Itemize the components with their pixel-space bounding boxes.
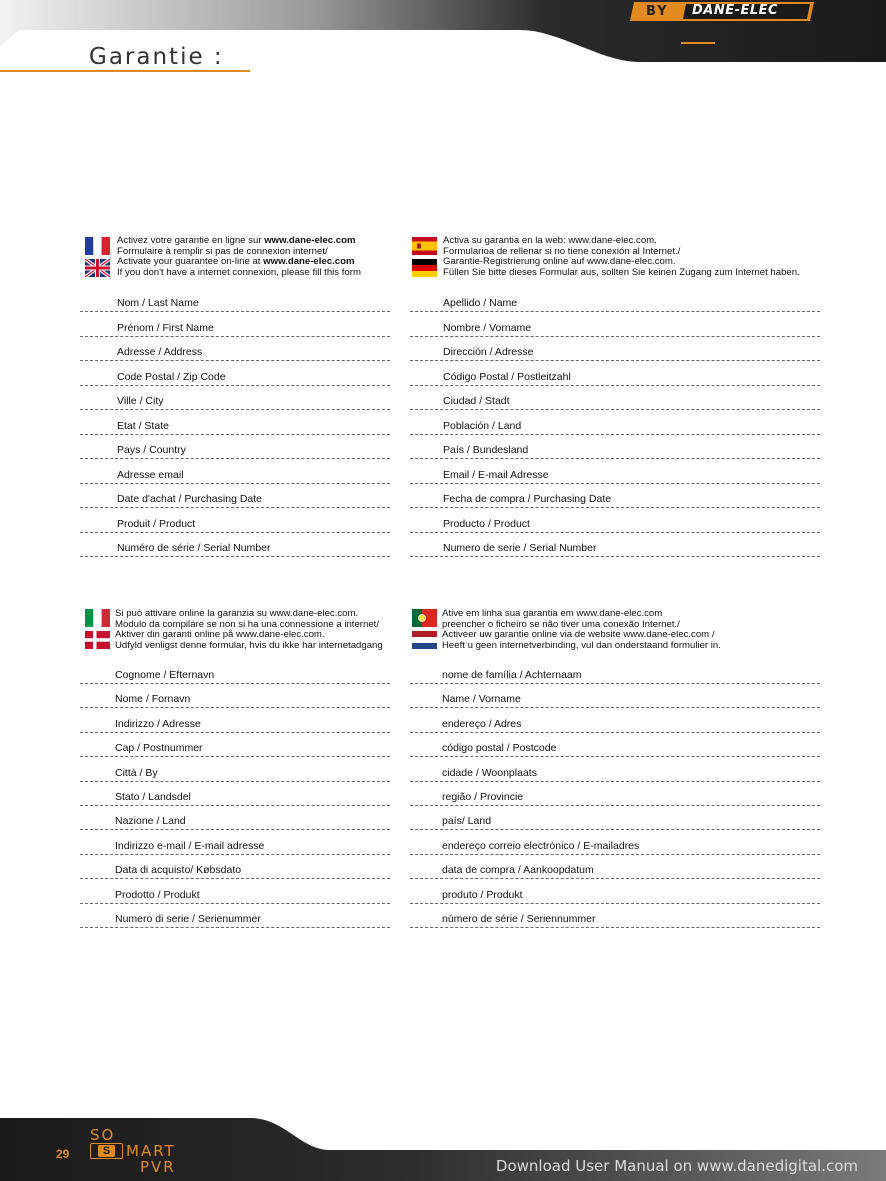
field-label: endereço / Adres <box>442 717 522 730</box>
intro-text-pt-nl <box>442 609 721 651</box>
field-input-line[interactable] <box>410 532 820 533</box>
field-input-line[interactable] <box>80 781 390 782</box>
field-label: Indirizzo e-mail / E-mail adresse <box>115 839 265 852</box>
intro-line: Modulo da compilare se non si ha una connessione a internet/ <box>115 618 379 630</box>
field-input-line[interactable] <box>410 781 820 782</box>
field-input-line[interactable] <box>80 854 390 855</box>
field-input-line[interactable] <box>410 434 820 435</box>
netherlands-flag-icon <box>412 631 437 649</box>
field-label: Prodotto / Produkt <box>115 888 200 901</box>
field-input-line[interactable] <box>410 483 820 484</box>
field-label: número de série / Seriennummer <box>442 913 596 925</box>
field-label: Numéro de série / Serial Number <box>117 542 271 554</box>
intro-line: Activez votre garantie en ligne sur www.dane-elec.com <box>117 235 356 246</box>
field-input-line[interactable] <box>80 829 390 830</box>
field-input-line[interactable] <box>80 707 390 708</box>
field-input-line[interactable] <box>80 409 390 410</box>
field-label: Città / By <box>115 766 158 779</box>
download-manual-link[interactable]: Download User Manual on www.danedigital.com <box>495 1157 858 1175</box>
field-label: Código Postal / Postleitzahl <box>443 370 571 383</box>
intro-line: Si può attivare online la garanzia su www.dane-elec.com. <box>115 608 359 619</box>
intro-line: Garantie-Registrierung online auf www.dane-elec.com. <box>443 256 676 268</box>
intro-line: Heeft u geen internetverbinding, vul dan onderstaand formulier in. <box>442 639 721 651</box>
logo-line-pvr: PVR <box>140 1158 176 1176</box>
field-input-line[interactable] <box>80 385 390 386</box>
field-input-line[interactable] <box>410 854 820 855</box>
field-label: Pays / Country <box>117 444 186 456</box>
germany-flag-icon <box>412 259 437 277</box>
intro-text-es-de <box>443 236 800 278</box>
field-label: data de compra / Aankoopdatum <box>442 864 594 877</box>
field-input-line[interactable] <box>80 434 390 435</box>
field-input-line[interactable] <box>80 336 390 337</box>
header-accent-rule <box>681 42 715 44</box>
logo-badge <box>90 1143 123 1159</box>
portugal-flag-icon <box>412 609 437 627</box>
field-input-line[interactable] <box>410 336 820 337</box>
field-input-line[interactable] <box>410 732 820 733</box>
intro-line: Activa su garantia en la web: www.dane-elec.com. <box>443 235 657 246</box>
field-input-line[interactable] <box>80 903 390 904</box>
logo-line-so: SO <box>90 1126 116 1144</box>
field-label: Ciudad / Stadt <box>443 395 510 407</box>
italy-flag-icon <box>85 609 110 627</box>
field-label: Adresse email <box>117 468 184 481</box>
field-label: Numero de serie / Serial Number <box>443 542 597 554</box>
field-label: Etat / State <box>117 419 169 432</box>
field-label: Producto / Product <box>443 517 530 530</box>
intro-line: Formularioa de rellenar si no tiene conexión al Internet./ <box>443 245 681 257</box>
field-input-line[interactable] <box>80 683 390 684</box>
field-input-line[interactable] <box>410 556 820 557</box>
field-label: Name / Vorname <box>442 693 521 706</box>
field-input-line[interactable] <box>410 756 820 757</box>
website-link[interactable]: www.dane-elec.com <box>263 256 355 268</box>
title-underline <box>0 70 250 72</box>
field-input-line[interactable] <box>80 805 390 806</box>
website-link[interactable]: www.dane-elec.com <box>264 235 356 246</box>
field-input-line[interactable] <box>80 878 390 879</box>
field-input-line[interactable] <box>410 409 820 410</box>
field-label: região / Provincie <box>442 791 524 803</box>
field-label: país/ Land <box>442 815 492 828</box>
field-label: Apellido / Name <box>443 297 518 309</box>
brand-by: BY <box>646 4 669 19</box>
field-label: cidade / Woonplaats <box>442 766 537 779</box>
field-input-line[interactable] <box>410 927 820 928</box>
field-input-line[interactable] <box>410 385 820 386</box>
field-label: código postal / Postcode <box>442 742 557 755</box>
field-label: País / Bundesland <box>443 444 529 456</box>
field-label: Ville / City <box>117 395 164 407</box>
intro-line: Füllen Sie bitte dieses Formular aus, sollten Sie keinen Zugang zum Internet haben. <box>443 266 800 278</box>
field-input-line[interactable] <box>80 311 390 312</box>
field-label: nome de família / Achternaam <box>442 669 582 681</box>
field-label: Indirizzo / Adresse <box>115 717 201 730</box>
field-label: Dirección / Adresse <box>443 346 534 358</box>
field-label: produto / Produkt <box>442 888 523 901</box>
field-input-line[interactable] <box>80 927 390 928</box>
field-label: Adresse / Address <box>117 346 203 358</box>
field-label: Nazione / Land <box>115 815 186 828</box>
field-label: Población / Land <box>443 419 522 432</box>
field-label: Nombre / Vorname <box>443 321 532 334</box>
intro-line: Activeer uw garantie online via de website www.dane-elec.com / <box>442 629 715 641</box>
logo-badge-letter: S <box>98 1145 115 1157</box>
field-label: Code Postal / Zip Code <box>117 370 226 383</box>
page-title: Garantie : <box>89 44 224 70</box>
field-label: Email / E-mail Adresse <box>443 468 549 481</box>
field-input-line[interactable] <box>80 756 390 757</box>
field-label: Produit / Product <box>117 517 196 530</box>
field-input-line[interactable] <box>410 311 820 312</box>
field-label: Prénom / First Name <box>117 321 214 334</box>
france-flag-icon <box>85 237 110 255</box>
field-input-line[interactable] <box>80 483 390 484</box>
intro-line: Activate your guarantee on-line at www.dane-elec.com <box>117 256 355 268</box>
logo-line-smart: MART <box>126 1142 176 1160</box>
field-label: Cognome / Efternavn <box>115 669 215 681</box>
field-label: Data di acquisto/ Købsdato <box>115 864 242 877</box>
field-input-line[interactable] <box>410 878 820 879</box>
field-input-line[interactable] <box>80 556 390 557</box>
field-input-line[interactable] <box>410 707 820 708</box>
field-label: Stato / Landsdel <box>115 791 191 803</box>
brand-name: DANE-ELEC <box>692 3 779 18</box>
intro-line: Formulaire à remplir si pas de connexion internet/ <box>117 245 328 257</box>
intro-line: Ative em linha sua garantia em www.dane-elec.com <box>442 608 663 619</box>
field-label: Date d'achat / Purchasing Date <box>117 493 263 505</box>
field-label: Fecha de compra / Purchasing Date <box>443 493 612 505</box>
intro-line: If you don't have a internet connexion, please fill this form <box>117 266 361 278</box>
field-input-line[interactable] <box>80 532 390 533</box>
field-input-line[interactable] <box>410 360 820 361</box>
spain-flag-icon <box>412 237 437 255</box>
field-label: Cap / Postnummer <box>115 742 203 755</box>
field-input-line[interactable] <box>410 805 820 806</box>
field-input-line[interactable] <box>410 829 820 830</box>
field-input-line[interactable] <box>80 458 390 459</box>
brand-logo <box>630 1 816 22</box>
intro-line: Udfyld venligst denne formular, hvis du ikke har internetadgang <box>115 639 383 651</box>
field-input-line[interactable] <box>410 507 820 508</box>
intro-line: Aktiver din garanti online på www.dane-elec.com. <box>115 629 325 641</box>
field-input-line[interactable] <box>410 683 820 684</box>
field-label: Nome / Fornavn <box>115 693 191 706</box>
intro-text-it-da <box>115 609 383 651</box>
field-input-line[interactable] <box>80 507 390 508</box>
field-input-line[interactable] <box>410 903 820 904</box>
field-label: endereço correio electrónico / E-mailadres <box>442 839 640 852</box>
field-input-line[interactable] <box>80 360 390 361</box>
field-input-line[interactable] <box>410 458 820 459</box>
so-smart-pvr-logo <box>88 1126 198 1174</box>
field-label: Nom / Last Name <box>117 297 199 309</box>
intro-text-fr-en <box>117 236 361 278</box>
field-label: Numero di serie / Serienummer <box>115 913 261 925</box>
denmark-flag-icon <box>85 631 110 649</box>
intro-line: preencher o ficheiro se não tiver uma conexão Internet./ <box>442 618 680 630</box>
uk-flag-icon <box>85 259 110 277</box>
page-number: 29 <box>56 1147 70 1161</box>
field-input-line[interactable] <box>80 732 390 733</box>
